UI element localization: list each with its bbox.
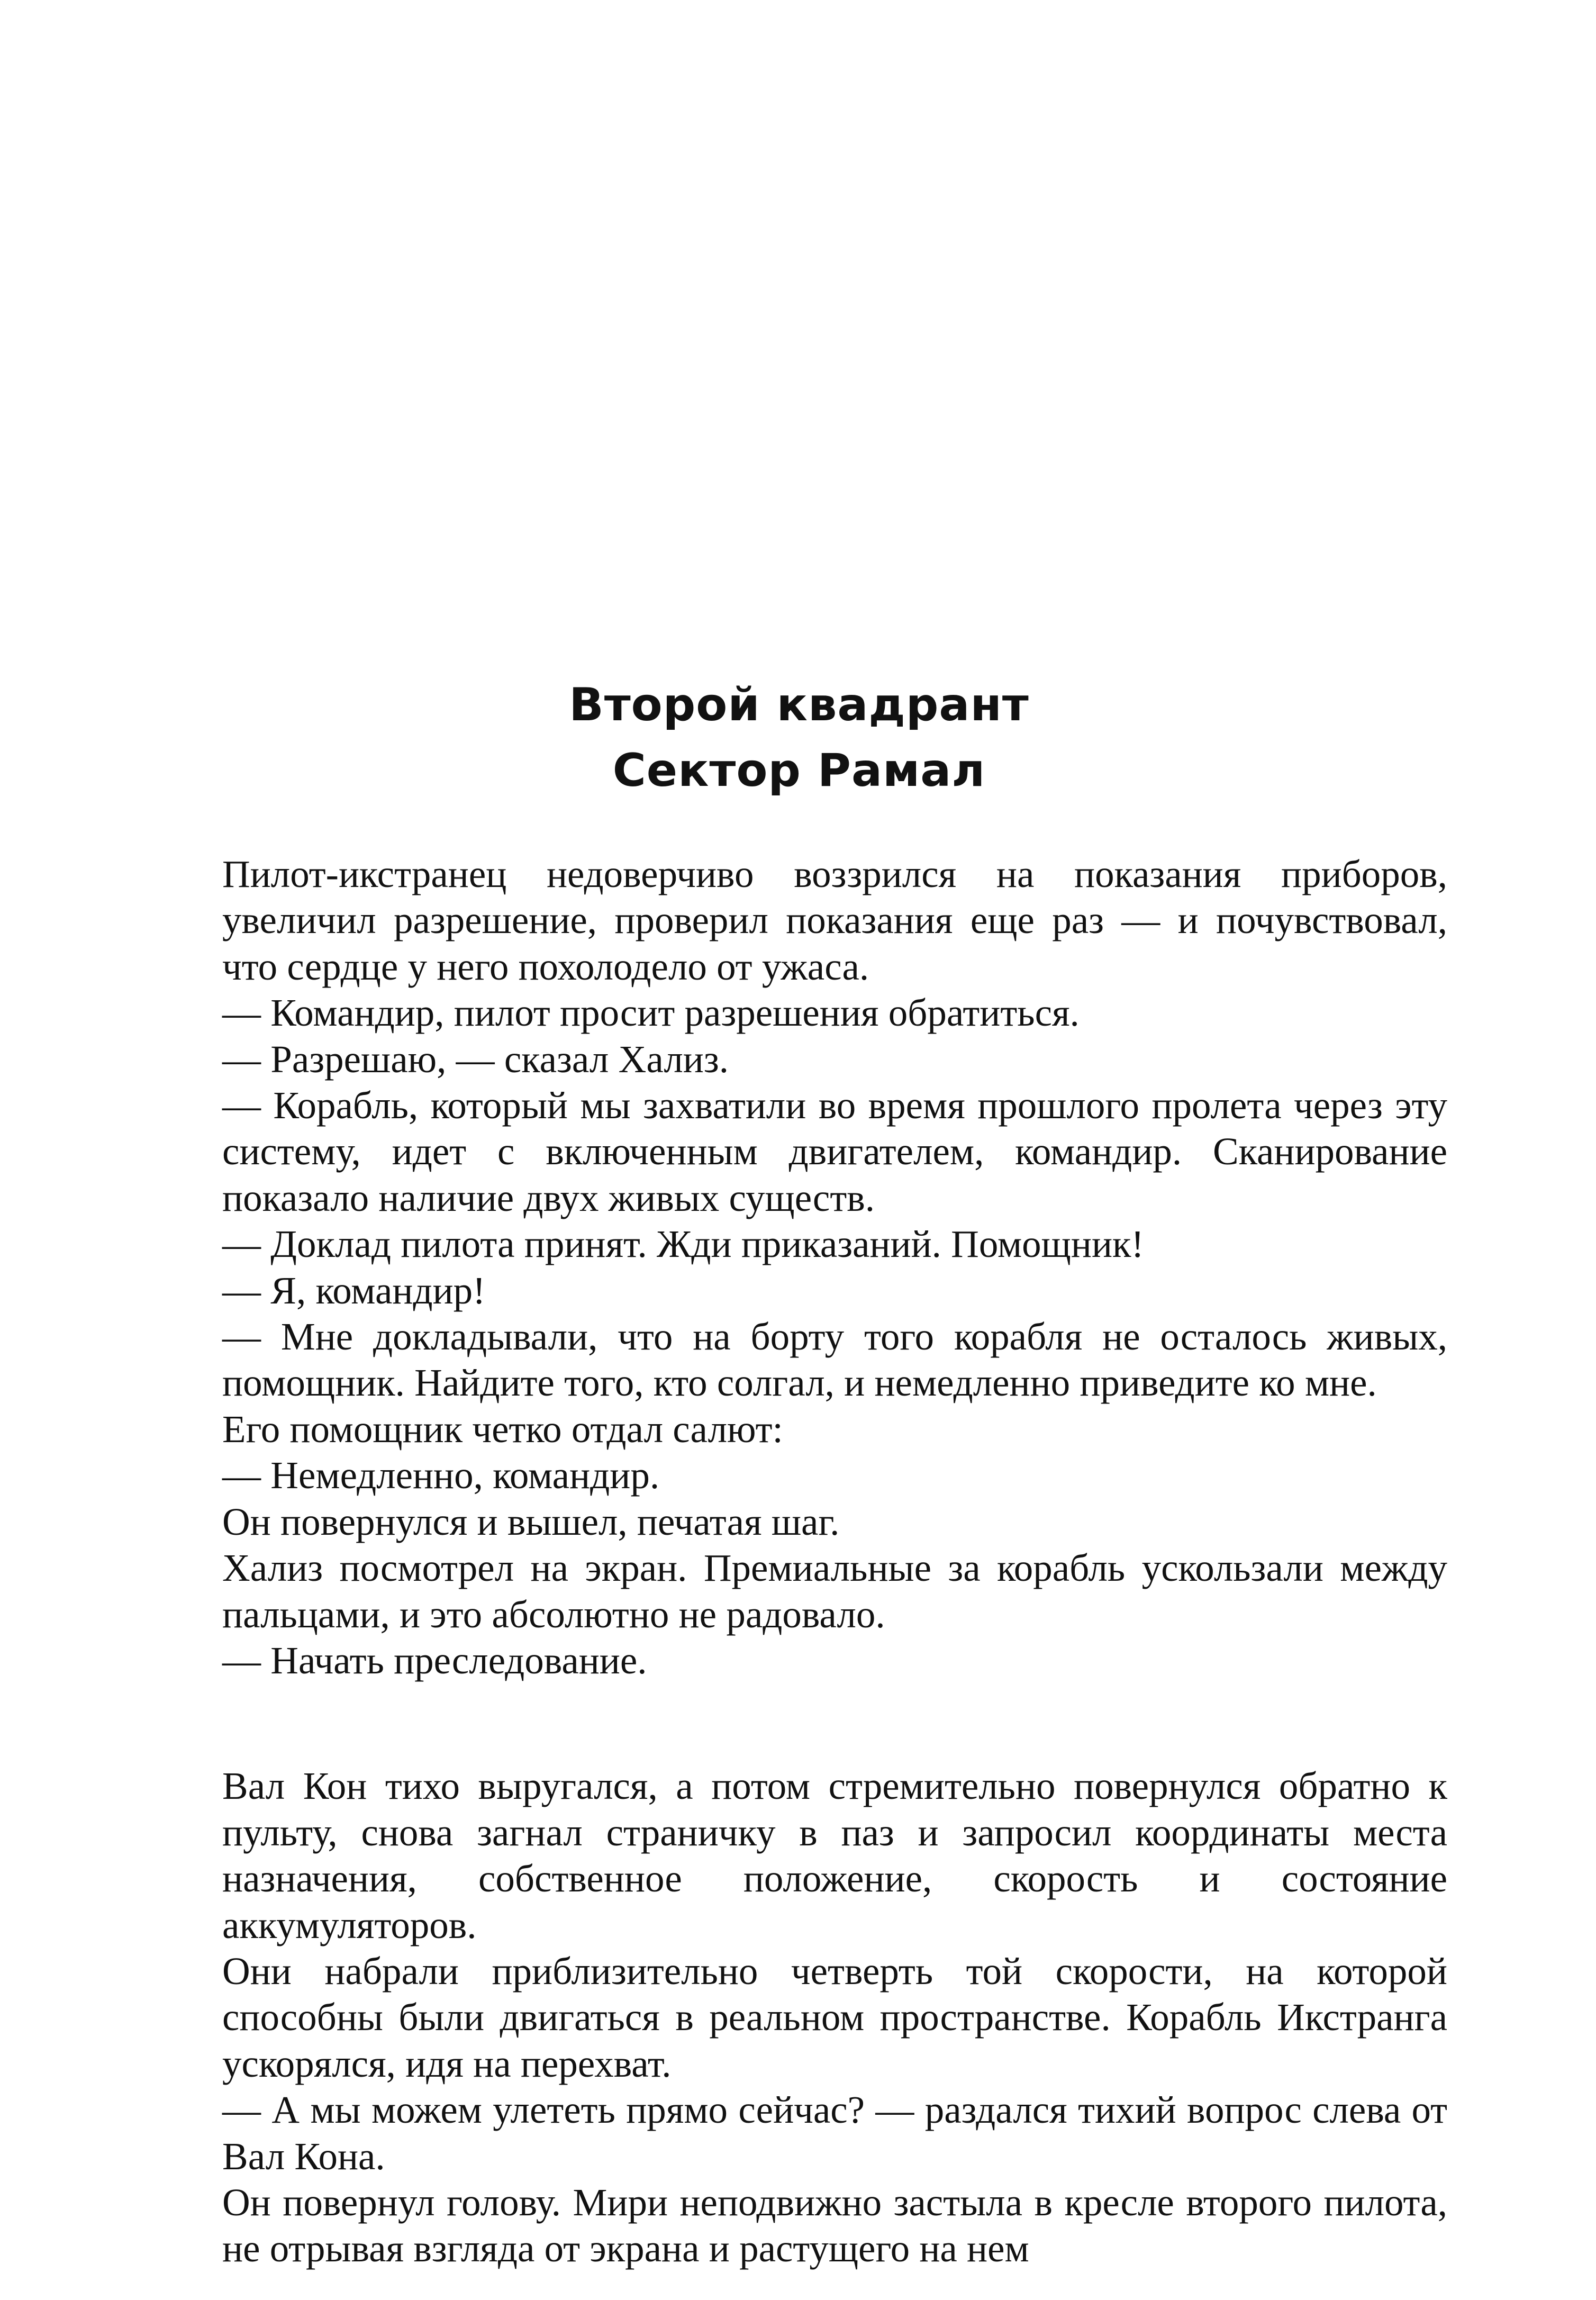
- paragraph: Хализ посмотрел на экран. Премиальные за корабль ускользали между пальцами, и это абсолютно не радовало.: [222, 1546, 1447, 1636]
- paragraph: Пилот-икстранец недоверчиво воззрился на показания приборов, увеличил разрешение, проверил показания еще раз — и почувствовал, что сердце у него похолодело от ужаса.: [222, 853, 1447, 988]
- chapter-title: Второй квадрант: [569, 678, 1029, 731]
- paragraph: — Мне докладывали, что на борту того корабля не осталось живых, помощник. Найдите того, кто солгал, и немедленно приведите ко мне.: [222, 1315, 1447, 1405]
- paragraph: — Начать преследование.: [222, 1638, 647, 1682]
- paragraph: — Командир, пилот просит разрешения обратиться.: [222, 991, 1080, 1035]
- paragraph: — Я, командир!: [222, 1269, 486, 1312]
- paragraph: — А мы можем улететь прямо сейчас? — раздался тихий вопрос слева от Вал Кона.: [222, 2088, 1447, 2178]
- section-break: [222, 1683, 1447, 1763]
- chapter-heading: [222, 672, 1376, 803]
- paragraph: Он повернул голову. Мири неподвижно застыла в кресле второго пилота, не отрывая взгляда от экрана и растущего на нем: [222, 2180, 1447, 2270]
- paragraph: Они набрали приблизительно четверть той скорости, на которой способны были двигаться в реальном пространстве. Корабль Икстранга ускорялся, идя на перехват.: [222, 1949, 1447, 2085]
- paragraph: — Разрешаю, — сказал Хализ.: [222, 1037, 729, 1081]
- paragraph: Он повернулся и вышел, печатая шаг.: [222, 1500, 840, 1543]
- chapter-subtitle: Сектор Рамал: [612, 744, 986, 797]
- paragraph: — Доклад пилота принят. Жди приказаний. Помощник!: [222, 1223, 1144, 1266]
- paragraph: Вал Кон тихо выругался, а потом стремительно повернулся обратно к пульту, снова загнал страничку в паз и запросил координаты места назначения, собственное положение, скорость и состояние аккумуляторов.: [222, 1764, 1447, 1946]
- paragraph: Его помощник четко отдал салют:: [222, 1407, 783, 1451]
- body-text: [222, 851, 1447, 2272]
- paragraph: — Немедленно, командир.: [222, 1454, 660, 1497]
- paragraph: — Корабль, который мы захватили во время прошлого пролета через эту систему, идет с включенным двигателем, командир. Сканирование показало наличие двух живых существ.: [222, 1084, 1447, 1219]
